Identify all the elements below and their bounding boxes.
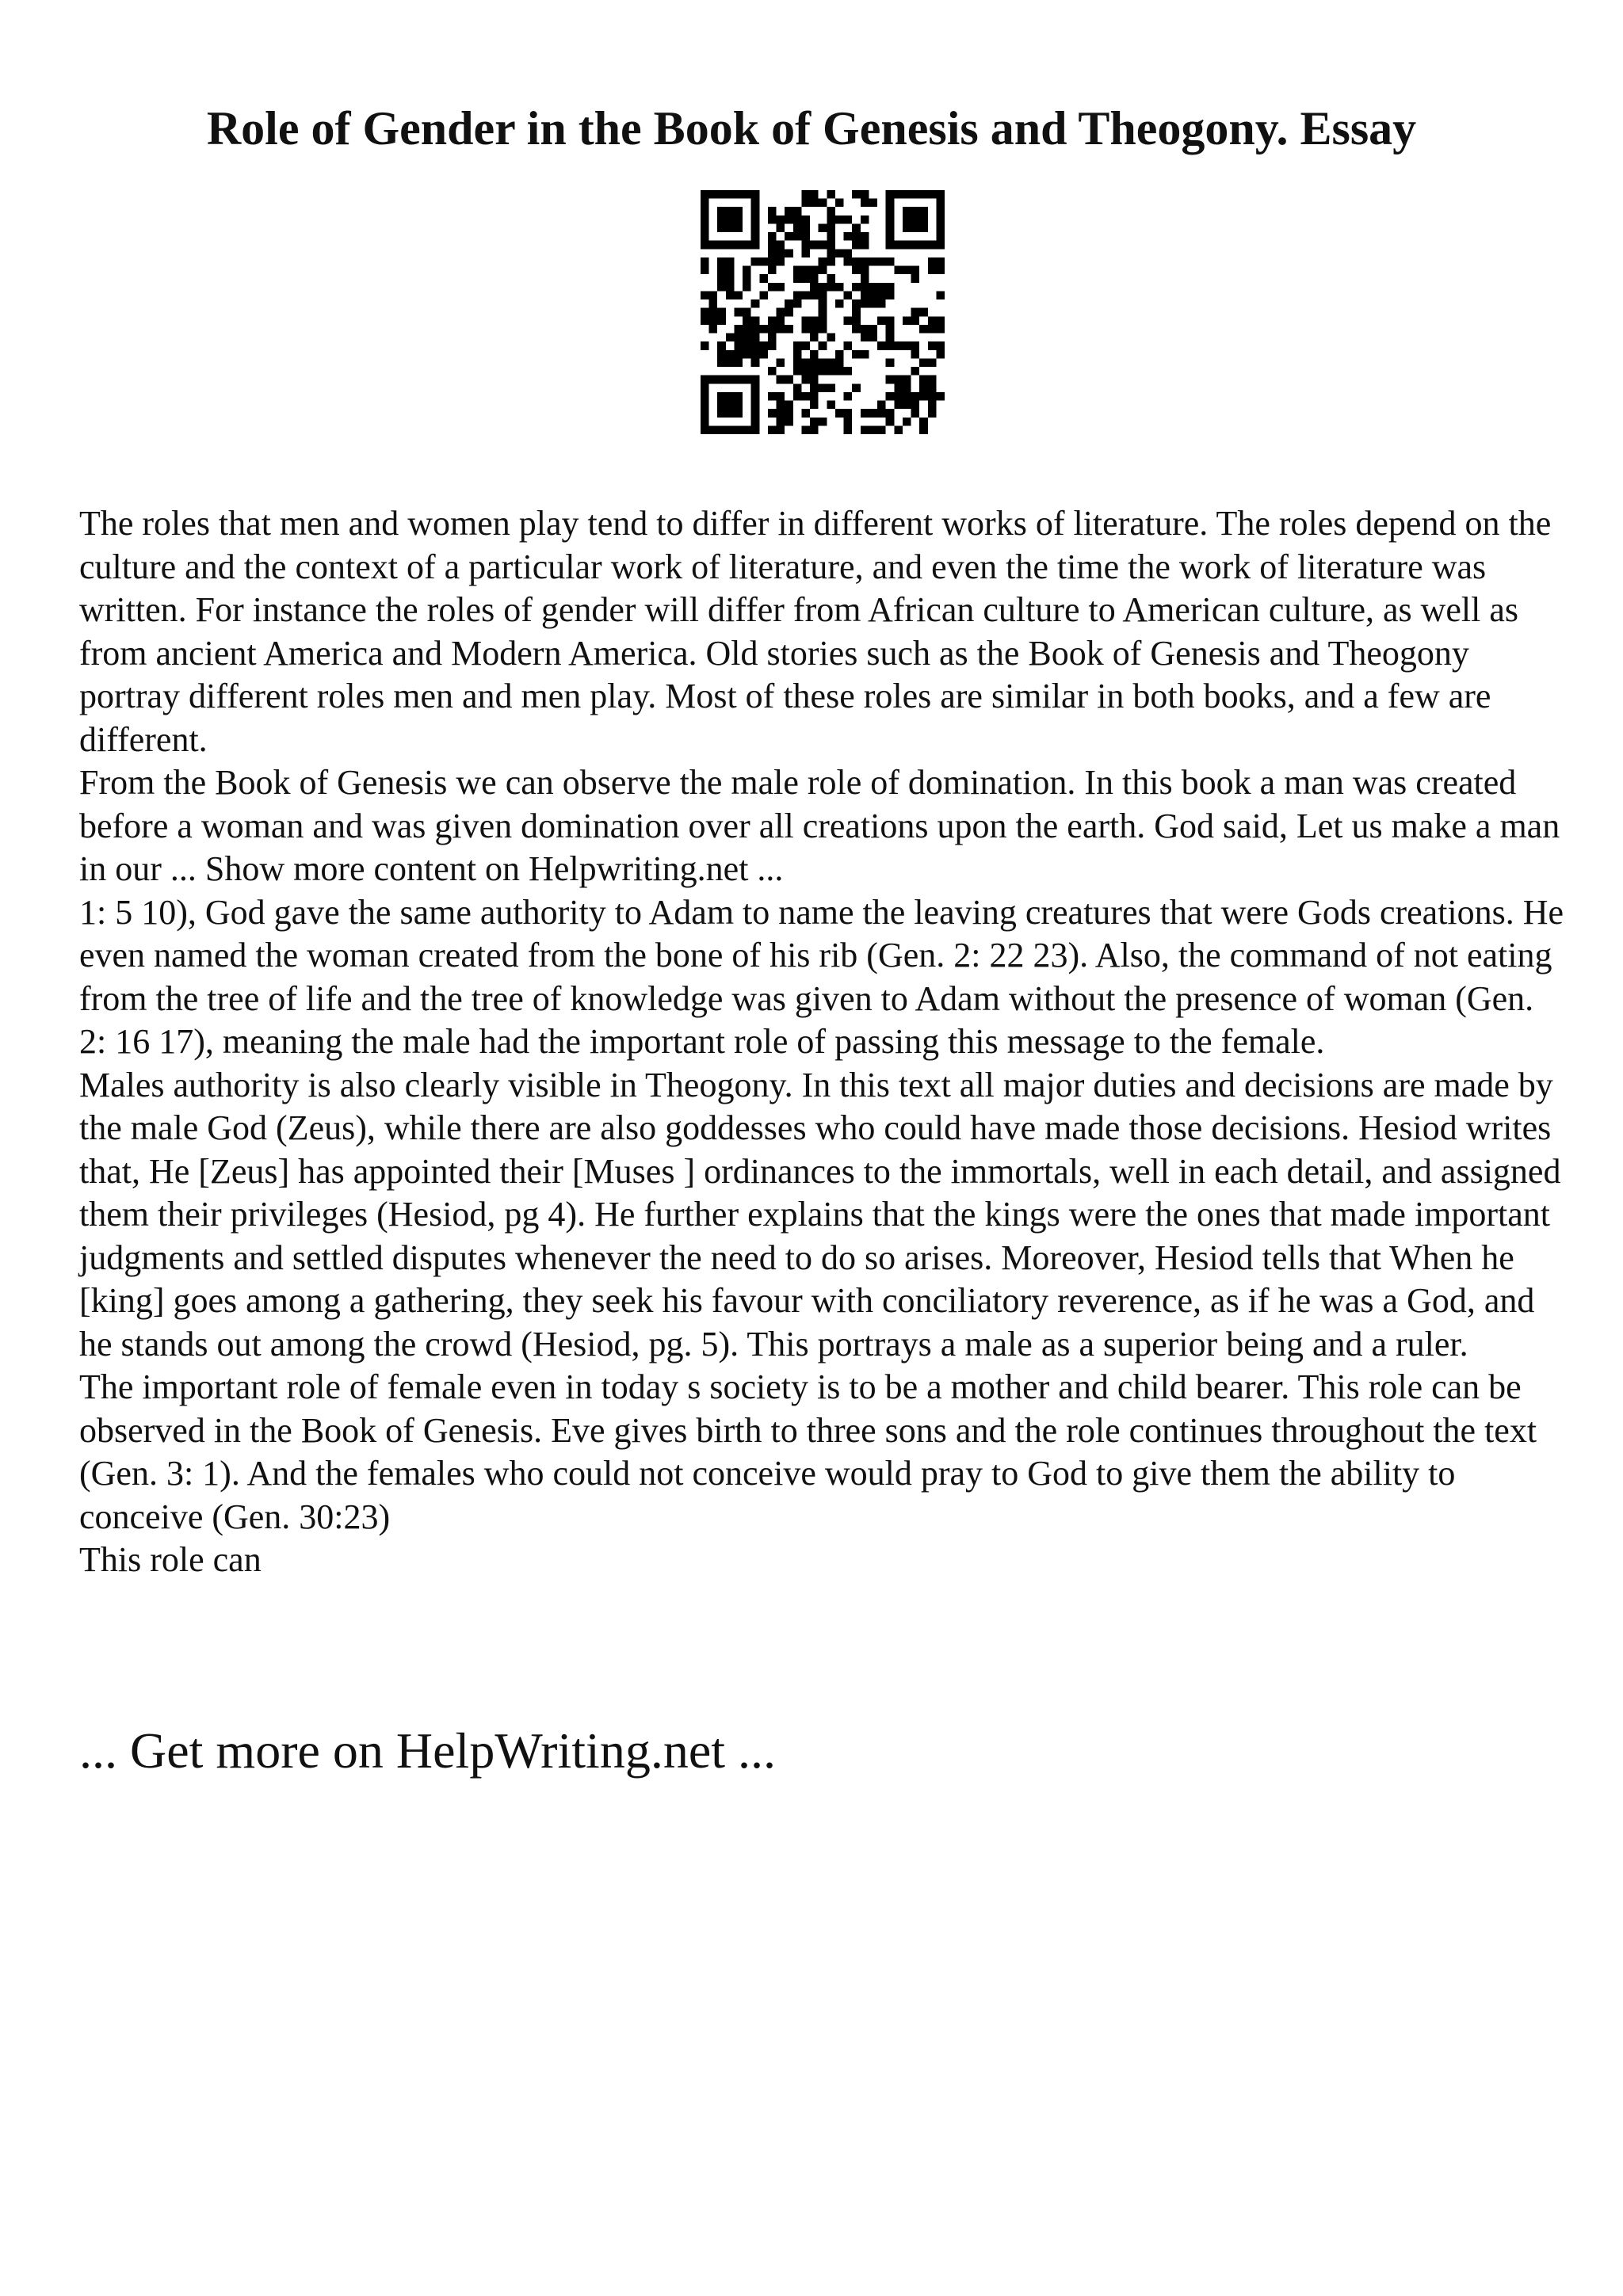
qr-code-graphic	[701, 190, 945, 434]
paragraph: The roles that men and women play tend to differ in different works of literature. The roles depend on the culture and the context of a particular work of literature, and even the time the work of literature was written. For instance the roles of gender will differ from African culture to American culture, as well as from ancient America and Modern America. Old stories such as the Book of Genesis and Theogony portray different roles men and men play. Most of these roles are similar in both books, and a few are different.	[79, 504, 1552, 759]
paragraph-with-show-more[interactable]: From the Book of Genesis we can observe the male role of domination. In this book a man was created before a woman and was given domination over all creations upon the earth. God said, Let us make a man in our ... Show more content on Helpwriting.net ...	[79, 763, 1560, 888]
paragraph: 1: 5 10), God gave the same authority to Adam to name the leaving creatures that were Gods creations. He even named the woman created from the bone of his rib (Gen. 2: 22 23). Also, the command of not eating from the tree of life and the tree of knowledge was given to Adam without the presence of woman (Gen. 2: 16 17), meaning the male had the important role of passing this message to the female.	[79, 892, 1564, 1061]
get-more-link[interactable]: ... Get more on HelpWriting.net ...	[79, 1722, 776, 1779]
paragraph-fragment: This role can	[79, 1540, 262, 1579]
essay-body	[79, 502, 1569, 1582]
paragraph: The important role of female even in today s society is to be a mother and child bearer. This role can be observed in the Book of Genesis. Eve gives birth to three sons and the role continues throughout the text (Gen. 3: 1). And the females who could not conceive would pray to God to give them the ability to conceive (Gen. 30:23)	[79, 1367, 1537, 1536]
qr-code-icon[interactable]	[701, 190, 945, 434]
document-title: Role of Gender in the Book of Genesis and Theogony. Essay	[206, 102, 1417, 154]
paragraph: Males authority is also clearly visible in Theogony. In this text all major duties and decisions are made by the male God (Zeus), while there are also goddesses who could have made those decisions. Hesiod writes that, He [Zeus] has appointed their [Muses ] ordinances to the immortals, well in each detail, and assigned them their privileges (Hesiod, pg 4). He further explains that the kings were the ones that made important judgments and settled disputes whenever the need to do so arises. Moreover, Hesiod tells that When he [king] goes among a gathering, they seek his favour with conciliatory reverence, as if he was a God, and he stands out among the crowd (Hesiod, pg. 5). This portrays a male as a superior being and a ruler.	[79, 1065, 1561, 1363]
